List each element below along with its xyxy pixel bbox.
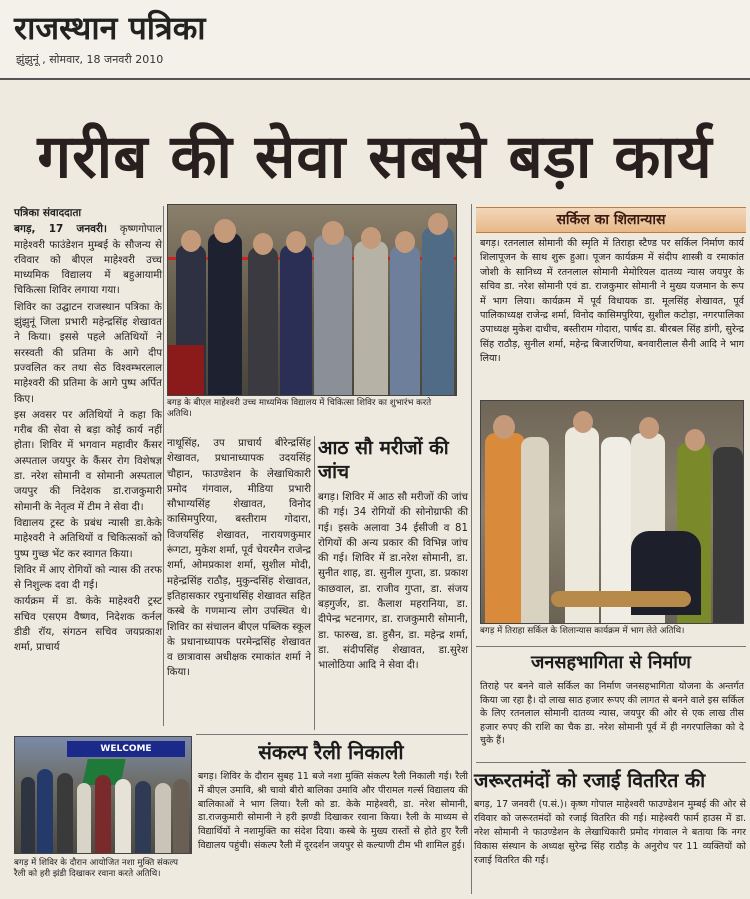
subheading-rally: संकल्प रैली निकाली (258, 740, 404, 764)
section-rule (196, 734, 468, 735)
article-quilts: बगड़, 17 जनवरी (प.सं.)। कृष्ण गोपाल माहेश्वरी फाउण्डेशन मुम्बई की ओर से रविवार को जरूरतमंदों को रजाई वितरित की गई। माहेश्वरी फार्म हाउस में डा. नरेश सोमानी ने फाउण्डेशन के लेखाधिकारी प्रमोद गंगवाल ने बताया कि नगर विकास संस्थान के अध्यक्ष सुरेन्द्र सिंह राठौड़ के अनुरोध पर 11 व्यक्तियों को रजाई वितरित की गईं। (474, 799, 746, 866)
subheading-quilts: जरूरतमंदों को रजाई वितरित की (474, 769, 706, 792)
photo-inauguration (167, 204, 457, 396)
article-column-2: नाथूसिंह, उप प्राचार्य बीरेन्द्रसिंह शेखावत, प्रधानाध्यापक उदयसिंह चौहान, फाउण्डेशन के लेखाधिकारी प्रमोद गंगवाल, मीडिया प्रभारी सौभाग्यसिंह शेखावत, विनोद कासिमपुरिया, बस्तीराम गोदारा, विजयसिंह शेखावत, नारायणकुमार रूंगटा, मुकेश शर्मा, पूर्व चेयरमैन राजेन्द्र शर्मा, ओमप्रकाश शर्मा, सुशील मोदी, महेन्द्रसिंह राठौड़, मुकुन्दसिंह शेखावत, इतिहासकार रघुनाथसिंह शेखावत सहित कस्बे के गणमान्य लोग उपस्थित थे। शिविर का संचालन बीएल पब्लिक स्कूल के प्रधानाध्यापक परमेन्द्रसिंह शेखावत व छात्रावास अधीक्षक रमाकांत शर्मा ने किया। (167, 438, 311, 679)
main-headline: गरीब की सेवा सबसे बड़ा कार्य (37, 122, 713, 192)
photo-caption: बगड़ के बीएल माहेश्वरी उच्च माध्यमिक विद्यालय में चिकित्सा शिविर का शुभारंभ करते अतिथि। (167, 398, 432, 419)
dateline: झुंझुनूं , सोमवार, 18 जनवरी 2010 (16, 53, 164, 66)
paragraph: शिविर में आए रोगियों को न्यास की तरफ से निशुल्क दवा दी गई। (14, 564, 162, 592)
foundation-photo-caption: बगड़ में तिराहा सर्किल के शिलान्यास कार्यक्रम में भाग लेते अतिथि। (480, 626, 685, 636)
article-circle: बगड़। रतनलाल सोमानी की स्मृति में तिराहा स्टैण्ड पर सर्किल निर्माण कार्य शिलापूजन के साथ शुरू हुआ। पूजन कार्यक्रम में संदीप शास्त्री व रमाकांत जोशी के सानिध्य में रतनलाल सोमानी मेमोरियल दातव्य न्यास जयपुर के सचिव डा. नरेश सोमानी एवं डा. राजकुमार सोमानी ने मुख्य यजमान के रूप में भाग लिया। कार्यक्रम में पूर्व विधायक डा. मूलसिंह शेखावत, पूर्व पालिकाध्यक्ष राजेन्द्र शर्मा, विनोद कासिमपुरिया, सुशील कटोड़ा, नगरपालिका उपाध्यक्ष मुकेश दाधीच, बस्तीराम गोदारा, पार्षद डा. बीरबल सिंह डांगी, सुरेन्द्र सिंह राठौड़, सुनील शर्मा, महेन्द्र बिजारणिया, बनवारीलाल सैनी आदि ने भाग लिया। (480, 238, 744, 365)
section-band-circle: सर्किल का शिलान्यास (476, 207, 746, 233)
photo-foundation-ceremony (480, 400, 744, 624)
masthead (0, 0, 750, 80)
article-patients: बगड़। शिविर में आठ सौ मरीजों की जांच की गई। 34 रोगियों की सोनोग्राफी की गई। इसके अलावा 34 ईसीजी व 81 रोगियों की अन्य प्रकार की विभिन्न जांच की गई। शिविर में डा.नरेश सोमानी, डा. सुनीत शाह, डा. सुनील गुप्ता, डा. प्रकाश काछवाल, डा. राजीव गुप्ता, डा. संजय बड़गुर्जर, डा. कैलाश महरानिया, डा. दीपेन्द्र भटनागर, डा. राजकुमारी सोमानी, डा. फारुख, डा. हुसैन, डा. महेन्द्र शर्मा, डा. संदीपसिंह शेखावत, डा.सुरेश भालोठिया आदि ने सेवा दी। (318, 492, 468, 672)
welcome-banner: WELCOME (67, 741, 185, 757)
paragraph: इस अवसर पर अतिथियों ने कहा कि गरीब की सेवा से बड़ा कोई कार्य नहीं होता। शिविर में भगवान महावीर कैंसर अस्पताल जयपुर के कैंसर रोग विशेषज्ञ डा. नरेश सोमानी व सोमानी अस्पताल जयपुर की निदेशक डा.राजकुमारी सोमानी के नेतृत्व में टीम ने सेवा दी। (14, 409, 162, 513)
paragraph: विद्यालय ट्रस्ट के प्रबंध न्यासी डा.केके माहेश्वरी ने अतिथियों व चिकित्सकों को पुष्प गुच्छ भेंट कर स्वागत किया। (14, 517, 162, 560)
photo-rally (14, 736, 192, 854)
rally-photo-caption: बगड़ में शिविर के दौरान आयोजित नशा मुक्ति संकल्प रैली को हरी झंडी दिखाकर रवाना करते अतिथि। (14, 858, 179, 879)
paragraph: शिविर का उद्घाटन राजस्थान पत्रिका के झुंझुनूं जिला प्रभारी महेन्द्रसिंह शेखावत ने किया। इससे पहले अतिथियों ने सरस्वती की प्रतिमा के आगे दीप प्रज्वलित कर तथा सेठ विश्वम्भरलाल माहेश्वरी की प्रतिमा के आगे पुष्प अर्पित किए। (14, 301, 162, 405)
article-rally: बगड़। शिविर के दौरान सुबह 11 बजे नशा मुक्ति संकल्प रैली निकाली गई। रैली में बीएल उमावि, श्री चावो बीरो बालिका उमावि और पीरामल गर्ल्स विद्यालय की बालिकाओं ने भाग लिया। रैली को डा. केके माहेश्वरी, डा. नरेश सोमानी, डा.राजकुमारी सोमानी ने हरी झण्डी दिखाकर रवाना किया। रैली के माध्यम से विद्यार्थियों ने नशामुक्ति का संदेश दिया। कस्बे के मुख्य रास्तों से होते हुए रैली विद्यालय पहुंची। संकल्प रैली में दूरदर्शन जयपुर से कल्याणी टीम भी शामिल हुई। (198, 771, 468, 851)
section-rule (476, 762, 746, 763)
column-rule (163, 206, 164, 726)
subheading-patients: आठ सौ मरीजों की जांच (318, 437, 449, 483)
section-rule (476, 646, 746, 647)
subheading-public-participation: जनसहभागिता से निर्माण (531, 652, 691, 673)
byline-place: बगड़, 17 जनवरी। (14, 223, 108, 236)
article-column-1 (14, 206, 162, 657)
paragraph: कार्यक्रम में डा. केके माहेश्वरी ट्रस्ट सचिव एसएम वैष्णव, निदेशक कर्नल डीडी रॉय, संगठन सचिव जयप्रकाश शर्मा, प्राचार्य (14, 596, 162, 654)
column-rule (471, 204, 472, 894)
article-public-participation: तिराहे पर बनने वाले सर्किल का निर्माण जनसहभागिता योजना के अन्तर्गत किया जा रहा है। दो लाख साठ हजार रूपए की लागत से बनने वाले इस सर्किल के लिए रतनलाल सोमानी दातव्य न्यास, जयपुर की ओर से एक लाख तीस हजार रुपए की राशि का चैक डा. नरेश सोमानी पूर्व में ही नगरपालिका को दे चुके हैं। (480, 681, 744, 747)
column-rule (314, 436, 315, 730)
newspaper-title: राजस्थान पत्रिका (14, 9, 206, 47)
byline-reporter: पत्रिका संवाददाता (14, 207, 82, 219)
paragraph: कृष्णगोपाल माहेश्वरी फाउंडेशन मुम्बई के सौजन्य से रविवार को बीएल माहेश्वरी उच्च माध्यमिक विद्यालय में बहुआयामी चिकित्सा शिविर लगाया गया। (14, 224, 162, 297)
